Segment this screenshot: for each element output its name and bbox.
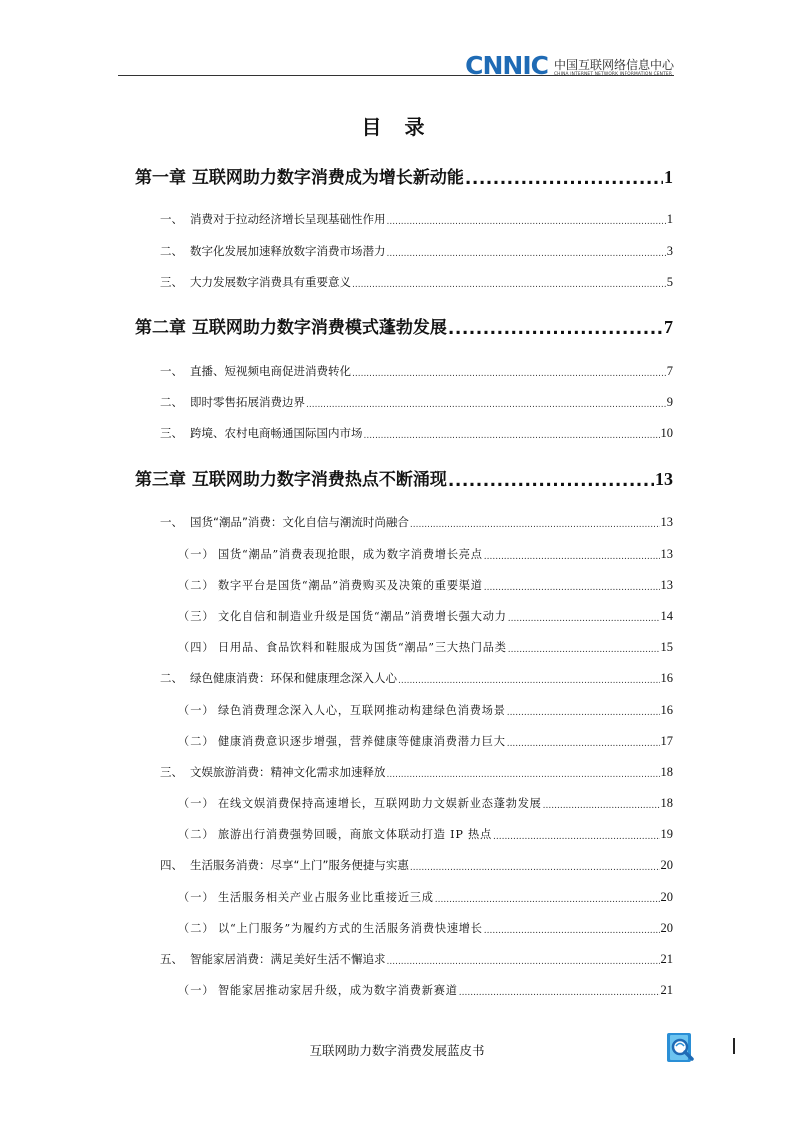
subsection-title: 国货“潮品”消费表现抢眼，成为数字消费增长亮点 — [218, 548, 483, 561]
page-number: 7 — [666, 364, 673, 378]
leader-dots — [507, 740, 660, 749]
section-number: 二、 — [160, 671, 183, 685]
subsection-title: 文化自信和制造业升级是国货“潮品”消费增长强大动力 — [218, 610, 507, 623]
subsection-number: （二） — [178, 735, 215, 748]
subsection-number: （一） — [178, 797, 215, 810]
toc-subsection-3-1-3[interactable] — [178, 608, 673, 624]
subsection-number: （二） — [178, 922, 215, 935]
logo-english-name: CHINA INTERNET NETWORK INFORMATION CENTER — [553, 72, 673, 77]
leader-dots — [387, 771, 660, 780]
page-number: 16 — [660, 703, 673, 717]
toc-title: 目 录 — [361, 115, 433, 139]
toc-section-2-3[interactable] — [160, 425, 673, 441]
section-number: 五、 — [160, 952, 183, 966]
magnifier-book-icon — [665, 1030, 697, 1064]
leader-dots — [484, 553, 660, 562]
leader-dots — [410, 521, 660, 530]
section-number: 二、 — [160, 395, 183, 409]
page-number: 16 — [660, 671, 673, 685]
subsection-title: 在线文娱消费保持高速增长，互联网助力文娱新业态蓬勃发展 — [218, 797, 542, 810]
subsection-title: 智能家居推动家居升级，成为数字消费新赛道 — [218, 984, 458, 997]
page-header — [118, 50, 674, 78]
section-number: 三、 — [160, 426, 183, 440]
subsection-number: （一） — [178, 984, 215, 997]
subsection-number: （三） — [178, 610, 215, 623]
subsection-number: （一） — [178, 548, 215, 561]
logo-mark: CNNIC — [465, 51, 548, 80]
toc-chapter-3[interactable] — [135, 466, 673, 490]
toc-subsection-3-3-2[interactable] — [178, 826, 673, 842]
page-number: 13 — [660, 515, 673, 529]
toc-section-1-3[interactable] — [160, 274, 673, 290]
toc-subsection-3-4-1[interactable] — [178, 889, 673, 905]
page-number: 17 — [660, 734, 673, 748]
section-number: 三、 — [160, 275, 183, 289]
leader-dots — [364, 432, 660, 441]
toc-subsection-3-4-2[interactable] — [178, 920, 673, 936]
toc-section-3-4[interactable] — [160, 857, 673, 873]
toc-subsection-3-3-1[interactable] — [178, 795, 673, 811]
subsection-number: （一） — [178, 891, 215, 904]
footer-title: 互联网助力数字消费发展蓝皮书 — [309, 1043, 485, 1058]
page-number: 18 — [660, 796, 673, 810]
page-number: 1 — [666, 212, 673, 226]
toc-section-3-3[interactable] — [160, 764, 673, 780]
page-number: 21 — [660, 952, 673, 966]
leader-dots — [508, 615, 660, 624]
section-title: 跨境、农村电商畅通国际国内市场 — [190, 426, 363, 440]
page-number: 5 — [666, 275, 673, 289]
subsection-title: 数字平台是国货“潮品”消费购买及决策的重要渠道 — [218, 579, 483, 592]
subsection-title: 健康消费意识逐步增强，营养健康等健康消费潜力巨大 — [218, 735, 506, 748]
section-title: 大力发展数字消费具有重要意义 — [190, 275, 351, 289]
leader-dots — [508, 646, 660, 655]
toc-section-3-2[interactable] — [160, 670, 673, 686]
page-number: 20 — [660, 890, 673, 904]
leader-dots — [465, 171, 663, 188]
section-number: 一、 — [160, 364, 183, 378]
toc-subsection-3-1-2[interactable] — [178, 577, 673, 593]
toc-subsection-3-2-2[interactable] — [178, 733, 673, 749]
toc-section-2-2[interactable] — [160, 394, 673, 410]
subsection-title: 绿色消费理念深入人心，互联网推动构建绿色消费场景 — [218, 704, 506, 717]
subsection-number: （一） — [178, 704, 215, 717]
subsection-title: 旅游出行消费强势回暖，商旅文体联动打造 IP 热点 — [218, 828, 492, 841]
page-number: 3 — [666, 244, 673, 258]
leader-dots — [398, 677, 660, 686]
subsection-title: 生活服务相关产业占服务业比重接近三成 — [218, 891, 434, 904]
leader-dots — [507, 709, 660, 718]
section-title: 直播、短视频电商促进消费转化 — [190, 364, 351, 378]
leader-dots — [352, 281, 666, 290]
leader-dots — [448, 473, 654, 490]
page-number: 13 — [660, 578, 673, 592]
leader-dots — [493, 833, 660, 842]
page-marker — [733, 1038, 735, 1054]
section-number: 一、 — [160, 212, 183, 226]
leader-dots — [484, 584, 660, 593]
leader-dots — [387, 218, 666, 227]
section-title: 即时零售拓展消费边界 — [190, 395, 305, 409]
section-number: 二、 — [160, 244, 183, 258]
section-number: 一、 — [160, 515, 183, 529]
header-divider — [118, 75, 674, 76]
subsection-title: 以“上门服务”为履约方式的生活服务消费快速增长 — [218, 922, 483, 935]
toc-subsection-3-1-1[interactable] — [178, 546, 673, 562]
page-number: 20 — [660, 858, 673, 872]
toc-chapter-1[interactable] — [135, 164, 673, 188]
section-title: 数字化发展加速释放数字消费市场潜力 — [190, 244, 386, 258]
toc-section-1-2[interactable] — [160, 243, 673, 259]
section-number: 三、 — [160, 765, 183, 779]
toc-section-3-5[interactable] — [160, 951, 673, 967]
section-title: 文娱旅游消费：精神文化需求加速释放 — [190, 765, 386, 779]
page-number: 15 — [660, 640, 673, 654]
section-title: 生活服务消费：尽享“上门”服务便捷与实惠 — [190, 858, 409, 872]
toc-subsection-3-5-1[interactable] — [178, 982, 673, 998]
toc-subsection-3-1-4[interactable] — [178, 639, 673, 655]
leader-dots — [448, 321, 663, 338]
page-number: 21 — [660, 983, 673, 997]
leader-dots — [352, 370, 666, 379]
page-number: 7 — [664, 317, 673, 337]
leader-dots — [543, 802, 660, 811]
section-title: 智能家居消费：满足美好生活不懈追求 — [190, 952, 386, 966]
subsection-number: （四） — [178, 641, 215, 654]
page-number: 14 — [660, 609, 673, 623]
chapter-title: 第一章 互联网助力数字消费成为增长新动能 — [135, 168, 464, 188]
page-number: 18 — [660, 765, 673, 779]
toc-chapter-2[interactable] — [135, 314, 673, 338]
page-number: 1 — [664, 167, 673, 187]
subsection-number: （二） — [178, 579, 215, 592]
section-title: 消费对于拉动经济增长呈现基础性作用 — [190, 212, 386, 226]
toc-subsection-3-2-1[interactable] — [178, 702, 673, 718]
section-number: 四、 — [160, 858, 183, 872]
toc-section-3-1[interactable] — [160, 514, 673, 530]
page-number: 9 — [666, 395, 673, 409]
page-number: 10 — [660, 426, 673, 440]
page-number: 13 — [660, 547, 673, 561]
leader-dots — [306, 401, 666, 410]
section-title: 绿色健康消费：环保和健康理念深入人心 — [190, 671, 397, 685]
logo-chinese-name: 中国互联网络信息中心 — [553, 58, 674, 72]
subsection-number: （二） — [178, 828, 215, 841]
leader-dots — [435, 896, 660, 905]
leader-dots — [410, 864, 660, 873]
leader-dots — [387, 250, 666, 259]
toc-section-2-1[interactable] — [160, 363, 673, 379]
page-number: 19 — [660, 827, 673, 841]
page-number: 20 — [660, 921, 673, 935]
leader-dots — [484, 927, 660, 936]
page-number: 13 — [655, 469, 673, 489]
chapter-title: 第三章 互联网助力数字消费热点不断涌现 — [135, 470, 447, 490]
toc-section-1-1[interactable] — [160, 211, 673, 227]
chapter-title: 第二章 互联网助力数字消费模式蓬勃发展 — [135, 318, 447, 338]
subsection-title: 日用品、食品饮料和鞋服成为国货“潮品”三大热门品类 — [218, 641, 507, 654]
section-title: 国货“潮品”消费：文化自信与潮流时尚融合 — [190, 515, 409, 529]
leader-dots — [459, 989, 660, 998]
leader-dots — [387, 958, 660, 967]
